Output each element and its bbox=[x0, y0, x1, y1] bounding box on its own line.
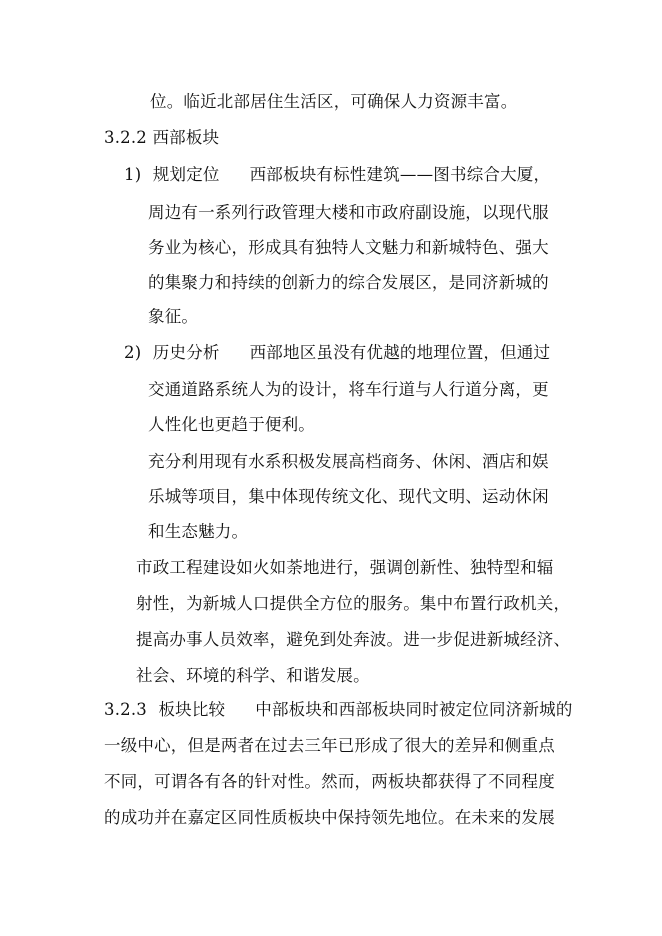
section-heading-3-2-3 bbox=[104, 700, 573, 720]
list-item-2-line: 乐城等项目，集中体现传统文化、现代文明、运动休闲 bbox=[148, 487, 549, 506]
list-marker: 2) bbox=[124, 343, 142, 362]
list-item-2-line: 人性化也更趋于便利。 bbox=[148, 415, 315, 434]
section-heading-3-2-2 bbox=[104, 128, 219, 148]
section-number: 3.2.3 bbox=[104, 700, 147, 719]
section-text: 中部板块和西部板块同时被定位同济新城的 bbox=[255, 700, 573, 719]
section-text-line: 一级中心，但是两者在过去三年已形成了很大的差异和侧重点 bbox=[104, 736, 555, 755]
section-title: 西部板块 bbox=[152, 128, 220, 147]
list-item-2-line: 和生态魅力。 bbox=[148, 522, 249, 541]
intro-line: 位。临近北部居住生活区，可确保人力资源丰富。 bbox=[150, 92, 518, 111]
section-text-line: 不同，可谓各有各的针对性。然而，两板块都获得了不同程度 bbox=[104, 772, 555, 791]
paragraph-line: 射性，为新城人口提供全方位的服务。集中布置行政机关， bbox=[136, 594, 571, 613]
section-text-line: 的成功并在嘉定区同性质板块中保持领先地位。在未来的发展 bbox=[104, 808, 555, 827]
paragraph-line: 提高办事人员效率，避免到处奔波。进一步促进新城经济、 bbox=[136, 630, 571, 649]
paragraph-line: 社会、环境的科学、和谐发展。 bbox=[136, 666, 370, 685]
list-item-text: 西部板块有标性建筑——图书综合大厦， bbox=[249, 165, 551, 184]
list-item-heading: 历史分析 bbox=[152, 343, 220, 362]
list-item-2-line: 交通道路系统人为的设计，将车行道与人行道分离，更 bbox=[148, 380, 549, 399]
list-item-1-first-line bbox=[124, 165, 550, 185]
section-number: 3.2.2 bbox=[104, 128, 147, 147]
list-item-2-first-line bbox=[124, 343, 550, 363]
list-item-1-line: 象征。 bbox=[148, 307, 199, 326]
list-item-heading: 规划定位 bbox=[152, 165, 220, 184]
list-marker: 1) bbox=[124, 165, 142, 184]
list-item-2-line: 充分利用现有水系积极发展高档商务、休闲、酒店和娱 bbox=[148, 452, 549, 471]
list-item-1-line: 务业为核心，形成具有独特人文魅力和新城特色、强大 bbox=[148, 238, 549, 257]
paragraph-line: 市政工程建设如火如荼地进行，强调创新性、独特型和辐 bbox=[136, 558, 554, 577]
section-title: 板块比较 bbox=[158, 700, 226, 719]
list-item-text: 西部地区虽没有优越的地理位置，但通过 bbox=[249, 343, 551, 362]
list-item-1-line: 的集聚力和持续的创新力的综合发展区，是同济新城的 bbox=[148, 273, 549, 292]
list-item-1-line: 周边有一系列行政管理大楼和市政府副设施，以现代服 bbox=[148, 203, 549, 222]
